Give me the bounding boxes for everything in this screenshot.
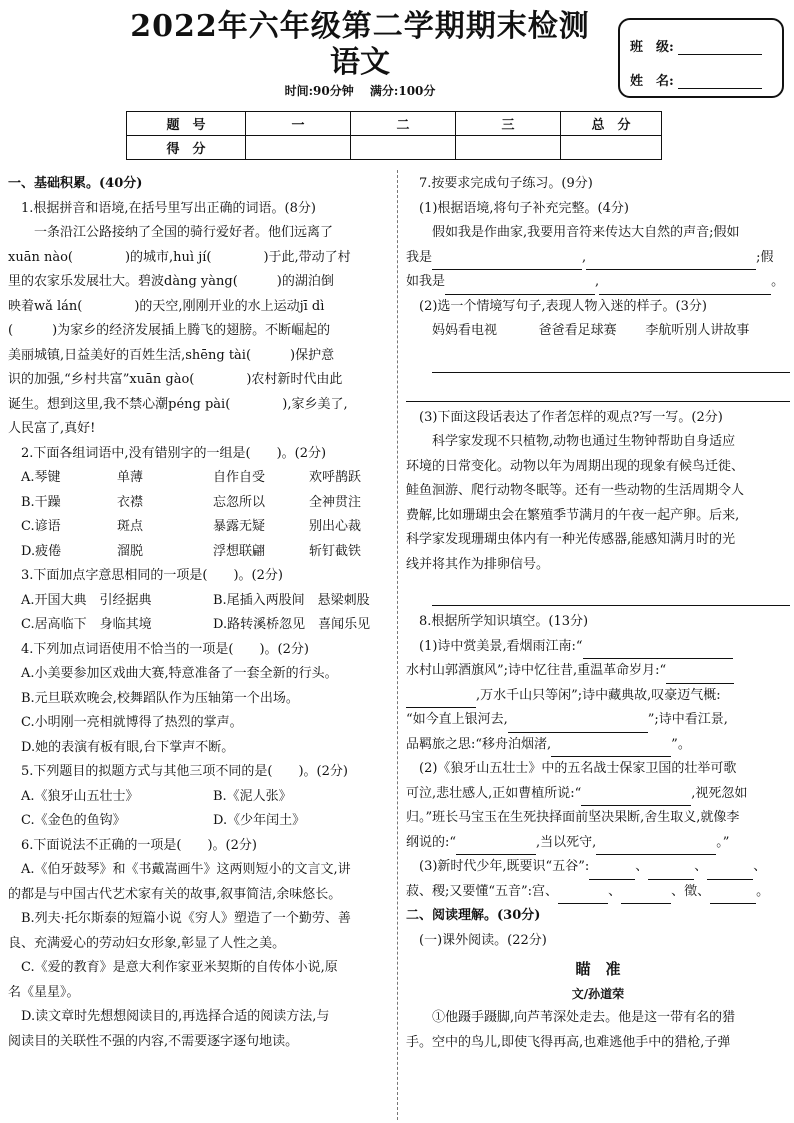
question-8-1: (1)诗中赏美景,看烟雨江南:“ (406, 635, 790, 660)
answer-blank[interactable] (558, 887, 608, 904)
answer-line[interactable] (406, 379, 790, 402)
question-8-2: (2)《狼牙山五壮士》中的五名战士保家卫国的壮举可歌 (419, 761, 737, 776)
question-1-text[interactable]: 映着wǎ lán( )的天空,刚刚开业的水上运动jī dì (8, 298, 325, 314)
section-title: 二、阅读理解。(30分) (406, 908, 541, 923)
student-info-box (618, 18, 784, 98)
essay-text: ①他蹑手蹑脚,向芦苇深处走去。他是这一带有名的猎 (432, 1010, 736, 1025)
option-d-cont: 阅读目的关联性不强的内容,不需要逐字逐句地读。 (8, 1033, 299, 1049)
answer-blank[interactable] (589, 863, 635, 880)
fill-line-row: 如我是 , 。 (406, 270, 790, 295)
section-title: 一、基础积累。(40分) (8, 176, 143, 191)
question-8-text: 纲说的:“ ,当以死守, 。” (406, 831, 790, 856)
option-a-cont: 的都是与中国古代艺术家有关的故事,叙事简洁,余味悠长。 (8, 886, 342, 902)
question-7-2: (2)选一个情境写句子,表现人物入迷的样子。(3分) (419, 298, 707, 314)
answer-blank[interactable] (596, 838, 716, 855)
option-c[interactable]: C.居高临下 身临其境 (21, 617, 152, 632)
option-a[interactable]: A.琴键 单薄 自作自受 欢呼鹊跃 (21, 470, 362, 485)
essay-title: 瞄 准 (575, 960, 621, 978)
option-b[interactable]: B.《泥人张》 (213, 788, 292, 804)
question-1-text[interactable]: xuān nào( )的城市,huì jí( )于此,带动了村 (8, 249, 351, 265)
question-4: 4.下列加点词语使用不恰当的一项是( )。(2分) (21, 641, 309, 657)
question-7-1: (1)根据语境,将句子补充完整。(4分) (419, 200, 629, 216)
question-3: 3.下面加点字意思相同的一项是( )。(2分) (21, 568, 283, 583)
score-table-header-row (127, 112, 662, 136)
option-row (8, 809, 392, 834)
question-2: 2.下面各组词语中,没有错别字的一组是( )。(2分) (21, 445, 327, 461)
score-header-cell: 题 号 (127, 112, 246, 136)
answer-blank[interactable] (621, 887, 671, 904)
answer-blank[interactable] (551, 740, 671, 757)
option-d[interactable]: D.疲倦 溜脱 浮想联翩 斩钉截铁 (21, 543, 362, 559)
option-d[interactable]: D.读文章时先想想阅读目的,再选择合适的阅读方法,与 (21, 1009, 330, 1024)
answer-blank[interactable] (406, 691, 476, 708)
answer-blank[interactable] (586, 253, 756, 270)
score-cell[interactable] (456, 136, 561, 160)
question-8-text: 菽、稷;又要懂“五音”:宫、 、 、徵、 。 (406, 880, 790, 905)
option-a[interactable]: A.《狼牙山五壮士》 (21, 788, 139, 804)
option-b-cont: 良、充满爱心的劳动妇女形象,彰显了人性之美。 (8, 935, 286, 951)
question-6: 6.下面说法不正确的一项是( )。(2分) (21, 837, 257, 853)
score-table-score-row (127, 136, 662, 160)
option-b[interactable]: B.元旦联欢晚会,校舞蹈队作为压轴第一个出场。 (21, 690, 299, 706)
score-row-label: 得 分 (127, 136, 246, 160)
option-row (8, 589, 392, 614)
option-row (8, 785, 392, 810)
question-1: 1.根据拼音和语境,在括号里写出正确的词语。(8分) (21, 200, 316, 216)
question-8-3: (3)新时代少年,既要识“五谷”: 、 、 、 (406, 855, 790, 880)
answer-blank[interactable] (599, 278, 771, 295)
question-8-text: 可泣,悲壮感人,正如曹植所说:“ ,视死忽如 (406, 782, 790, 807)
option-c[interactable]: C.《爱的教育》是意大利作家亚米契斯的自传体小说,原 (21, 960, 338, 975)
passage-text: 线并将其作为排卵信号。 (406, 556, 550, 572)
exam-full-score: 满分:100分 (369, 84, 436, 98)
score-cell[interactable] (561, 136, 662, 160)
question-8-text: ,万水千山只等闲”;诗中藏典故,叹豪迈气概: (406, 684, 790, 709)
column-divider (397, 170, 398, 1120)
question-5: 5.下列题目的拟题方式与其他三项不同的是( )。(2分) (21, 764, 348, 779)
passage-text: 鲑鱼洄游、爬行动物冬眠等。还有一些动物的生活周期令人 (406, 483, 745, 498)
option-d[interactable]: D.她的表演有板有眼,台下掌声不断。 (21, 739, 235, 755)
answer-line[interactable] (432, 350, 790, 373)
answer-blank[interactable] (581, 789, 691, 806)
option-b[interactable]: B.干躁 衣襟 忘忽所以 全神贯注 (21, 494, 362, 510)
answer-blank[interactable] (583, 642, 733, 659)
question-8-text: 品羁旅之思:“移舟泊烟渚, ”。 (406, 733, 790, 758)
answer-blank[interactable] (508, 716, 648, 733)
question-1-text: 人民富了,真好! (8, 421, 96, 436)
question-8-text: “如今直上银河去, ”;诗中看江景, (406, 708, 790, 733)
option-d[interactable]: D.《少年闰土》 (213, 813, 306, 828)
answer-blank[interactable] (445, 278, 595, 295)
subject-title: 语文 (330, 45, 390, 80)
scenario-option[interactable]: 爸爸看足球赛 (538, 323, 617, 338)
question-7: 7.按要求完成句子练习。(9分) (419, 176, 593, 191)
option-c[interactable]: C.《金色的鱼钩》 (21, 813, 126, 828)
option-c-cont: 名《星星》。 (8, 984, 80, 1000)
question-8: 8.根据所学知识填空。(13分) (419, 614, 589, 629)
option-b[interactable]: B.列夫·托尔斯泰的短篇小说《穷人》塑造了一个勤劳、善 (21, 911, 351, 926)
option-a[interactable]: A.小美要参加区戏曲大赛,特意准备了一套全新的行头。 (21, 666, 338, 681)
option-b[interactable]: B.尾插入两股间 悬梁刺股 (213, 592, 370, 608)
scenario-option[interactable]: 妈妈看电视 (432, 323, 498, 338)
option-c[interactable]: C.谚语 斑点 暴露无疑 别出心裁 (21, 519, 362, 534)
essay-author: 文/孙道荣 (571, 986, 625, 1001)
answer-line[interactable] (432, 583, 790, 606)
answer-blank[interactable] (432, 253, 582, 270)
class-field[interactable]: 班 级: (630, 36, 762, 55)
option-d[interactable]: D.路转溪桥忽见 喜闻乐见 (213, 617, 371, 632)
score-header-cell: 三 (456, 112, 561, 136)
question-7-1-text: 假如我是作曲家,我要用音符来传达大自然的声音;假如 (432, 225, 740, 240)
answer-blank[interactable] (666, 667, 734, 684)
left-column (8, 172, 392, 1054)
answer-blank[interactable] (456, 838, 536, 855)
essay-text: 手。空中的鸟儿,即使飞得再高,也难逃他手中的猎枪,子弹 (406, 1034, 731, 1050)
right-column (406, 172, 790, 1055)
passage-text: 科学家发现珊瑚虫体内有一种光传感器,能感知满月时的光 (406, 532, 736, 547)
exam-time: 时间:90分钟 (284, 84, 354, 98)
name-field[interactable]: 姓 名: (630, 70, 762, 89)
question-7-3: (3)下面这段话表达了作者怎样的观点?写一写。(2分) (419, 409, 723, 425)
question-1-text[interactable]: 识的加强,“乡村共富”xuān gào( )农村新时代由此 (8, 372, 343, 387)
page-title: 2022年六年级第二学期期末检测 (130, 9, 590, 44)
passage-text: 环境的日常变化。动物以年为周期出现的现象有候鸟迁徙、 (406, 458, 745, 474)
option-c[interactable]: C.小明刚一亮相就博得了热烈的掌声。 (21, 715, 243, 730)
exam-meta (110, 82, 610, 99)
question-1-text[interactable]: 美丽城镇,日益美好的百姓生活,shēng tài( )保护意 (8, 347, 335, 363)
answer-blank[interactable] (707, 863, 753, 880)
answer-blank[interactable] (710, 887, 756, 904)
question-8-text: 水村山郭酒旗风”;诗中忆往昔,重温革命岁月:“ (406, 659, 790, 684)
option-row (8, 613, 392, 638)
subsection-title: (一)课外阅读。(22分) (419, 932, 547, 948)
score-cell[interactable] (351, 136, 456, 160)
score-header-cell: 总 分 (561, 112, 662, 136)
question-1-text[interactable]: 里的农家乐发展壮大。碧波dàng yàng( )的湖泊倒 (8, 274, 334, 289)
passage-text: 费解,比如珊瑚虫会在繁殖季节满月的午夜一起产卵。后来, (406, 507, 740, 523)
score-table (126, 111, 662, 160)
score-header-cell: 一 (246, 112, 351, 136)
question-1-text: 一条沿江公路接纳了全国的骑行爱好者。他们远离了 (34, 225, 334, 240)
passage-text: 科学家发现不只植物,动物也通过生物钟帮助自身适应 (432, 434, 736, 449)
answer-blank[interactable] (648, 863, 694, 880)
score-cell[interactable] (246, 136, 351, 160)
option-a[interactable]: A.开国大典 引经据典 (21, 592, 152, 608)
question-1-text[interactable]: ( )为家乡的经济发展插上腾飞的翅膀。不断崛起的 (8, 323, 331, 338)
option-a[interactable]: A.《伯牙鼓琴》和《书戴嵩画牛》这两则短小的文言文,讲 (21, 862, 351, 877)
question-8-text: 归。”班长马宝玉在生死抉择面前坚决果断,舍生取义,就像李 (406, 810, 740, 825)
score-header-cell: 二 (351, 112, 456, 136)
scenario-option[interactable]: 李航听別人讲故事 (645, 323, 750, 338)
question-1-text[interactable]: 诞生。想到这里,我不禁心潮péng pài( ),家乡美了, (8, 396, 348, 412)
scenario-options (406, 319, 790, 344)
fill-line-row: 我是 , ;假 (406, 246, 790, 271)
